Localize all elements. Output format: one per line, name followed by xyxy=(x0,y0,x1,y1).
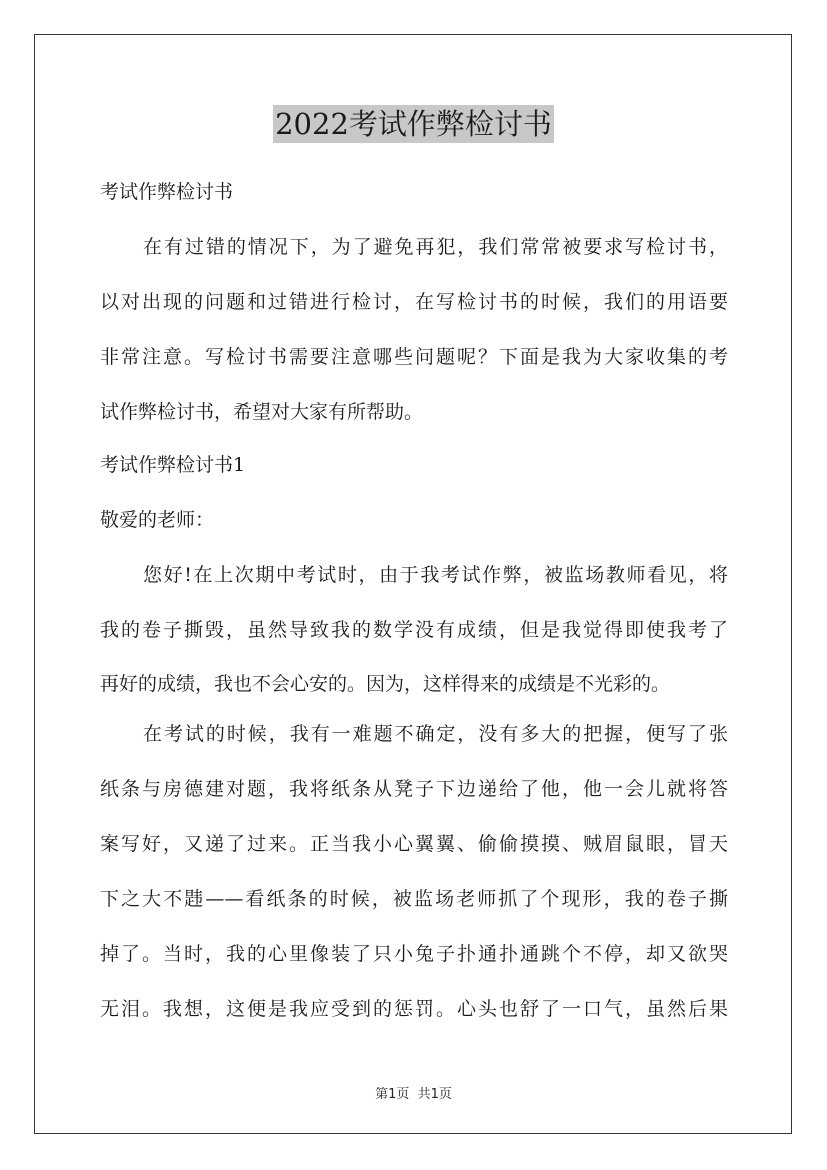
intro-paragraph-line: 非常注意。写检讨书需要注意哪些问题呢？下面是我为大家收集的考 xyxy=(100,346,728,368)
document-title-text: 2022考试作弊检讨书 xyxy=(275,107,552,141)
intro-paragraph-line: 以对出现的问题和过错进行检讨，在写检讨书的时候，我们的用语要 xyxy=(100,291,728,313)
intro-paragraph-line: 试作弊检讨书，希望对大家有所帮助。 xyxy=(100,401,424,423)
body-paragraph-line: 下之大不韪——看纸条的时候，被监场老师抓了个现形，我的卷子撕 xyxy=(100,888,728,910)
body-paragraph-line: 掉了。当时，我的心里像装了只小兔子扑通扑通跳个不停，却又欲哭 xyxy=(100,943,728,965)
body-paragraph-line: 再好的成绩，我也不会心安的。因为，这样得来的成绩是不光彩的。 xyxy=(100,673,671,695)
letter-salutation: 敬爱的老师： xyxy=(100,509,215,531)
body-paragraph-line: 在考试的时候，我有一难题不确定，没有多大的把握，便写了张 xyxy=(143,723,728,745)
body-paragraph-line: 我的卷子撕毁，虽然导致我的数学没有成绩，但是我觉得即使我考了 xyxy=(100,619,728,641)
body-paragraph-line: 纸条与房德建对题，我将纸条从凳子下边递给了他，他一会儿就将答 xyxy=(100,778,728,800)
document-title xyxy=(0,104,827,143)
section-heading: 考试作弊检讨书 xyxy=(100,181,234,203)
page-number: 第1页 共1页 xyxy=(375,1087,452,1102)
body-paragraph-line: 无泪。我想，这便是我应受到的惩罚。心头也舒了一口气，虽然后果 xyxy=(100,998,728,1020)
intro-paragraph-line: 在有过错的情况下，为了避免再犯，我们常常被要求写检讨书， xyxy=(143,236,728,258)
body-paragraph-line: 案写好，又递了过来。正当我小心翼翼、偷偷摸摸、贼眉鼠眼，冒天 xyxy=(100,833,728,855)
body-paragraph-line: 您好!在上次期中考试时，由于我考试作弊，被监场教师看见，将 xyxy=(143,564,728,586)
letter-heading: 考试作弊检讨书1 xyxy=(100,454,246,476)
